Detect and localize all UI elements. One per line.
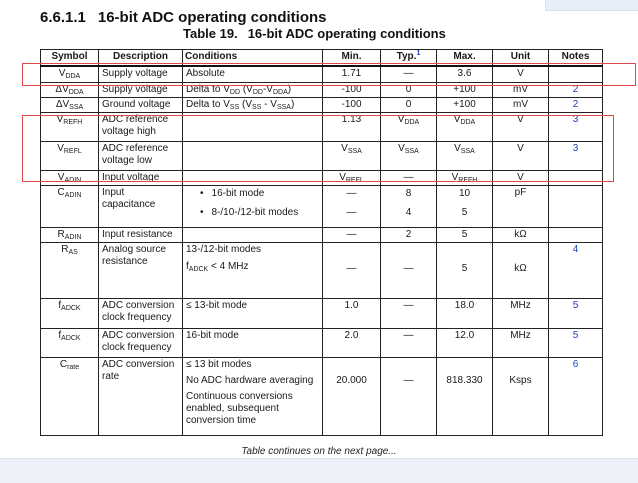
min-cell: $V_{SSA}$ xyxy=(323,141,381,170)
description-cell: ADC reference voltage low xyxy=(99,141,183,170)
min-cell: -100 xyxy=(323,97,381,112)
max-cell: $V_{DDA}$ xyxy=(437,112,493,141)
min-cell: $V_{REFL}$ xyxy=(323,170,381,185)
typ-cell: $V_{SSA}$ xyxy=(381,141,437,170)
conditions-cell: Delta to $V_{SS}$ $(V_{SS} - V_{SSA})$ xyxy=(183,97,323,112)
description-cell: Supply voltage xyxy=(99,82,183,97)
symbol-cell: $V_{ADIN}$ xyxy=(41,170,99,185)
header-symbol: Symbol xyxy=(41,50,99,67)
description-cell: Ground voltage xyxy=(99,97,183,112)
typ-cell: — xyxy=(381,242,437,298)
notes-cell xyxy=(549,185,603,227)
table-row xyxy=(41,97,603,112)
note-link[interactable]: 2 xyxy=(549,97,603,112)
min-cell: 2.0 xyxy=(323,328,381,357)
min-cell: -100 xyxy=(323,82,381,97)
note-link[interactable]: 6 xyxy=(549,357,603,435)
conditions-cell: 13-/12-bit modes $f_{ADCK} < 4$ MHz xyxy=(183,242,323,298)
conditions-cell: 16-bit mode xyxy=(183,328,323,357)
unit-cell: MHz xyxy=(493,298,549,328)
table-continues-note: Table continues on the next page... xyxy=(241,446,397,457)
section-number: 6.6.1.1 xyxy=(40,9,86,26)
table-caption xyxy=(183,26,446,41)
unit-cell: mV xyxy=(493,97,549,112)
min-cell: 1.0 xyxy=(323,298,381,328)
max-cell: $V_{SSA}$ xyxy=(437,141,493,170)
table-row xyxy=(41,141,603,170)
max-cell: 818.330 xyxy=(437,357,493,435)
unit-cell: kΩ xyxy=(493,227,549,242)
description-cell: ADC conversion clock frequency xyxy=(99,298,183,328)
header-conditions: Conditions xyxy=(183,50,323,67)
note-link[interactable]: 5 xyxy=(549,328,603,357)
description-cell: Analog source resistance xyxy=(99,242,183,298)
typ-footnote-link[interactable]: 1 xyxy=(416,50,421,57)
symbol-cell: $C_{ADIN}$ xyxy=(41,185,99,227)
typ-cell: 0 xyxy=(381,97,437,112)
conditions-cell: Absolute xyxy=(183,66,323,82)
typ-cell: 2 xyxy=(381,227,437,242)
conditions-cell xyxy=(183,170,323,185)
symbol-cell: $\Delta V_{SSA}$ xyxy=(41,97,99,112)
section-title: 16-bit ADC operating conditions xyxy=(97,9,327,26)
unit-cell: pF xyxy=(493,185,549,227)
page-gap xyxy=(0,458,638,483)
unit-cell: mV xyxy=(493,82,549,97)
typ-cell: — xyxy=(381,170,437,185)
unit-cell: V xyxy=(493,112,549,141)
min-cell: 20.000 xyxy=(323,357,381,435)
symbol-cell: $f_{ADCK}$ xyxy=(41,298,99,328)
min-cell: — xyxy=(323,242,381,298)
max-cell: +100 xyxy=(437,82,493,97)
table-row xyxy=(41,82,603,97)
typ-cell: — xyxy=(381,298,437,328)
conditions-cell: ≤ 13 bit modes No ADC hardware averaging Continuous conversions enabled, subsequent conversion time xyxy=(183,357,323,435)
description-cell: ADC conversion rate xyxy=(99,357,183,435)
min-cell: — — xyxy=(323,185,381,227)
min-cell: — xyxy=(323,227,381,242)
header-max: Max. xyxy=(437,50,493,67)
description-cell: ADC conversion clock frequency xyxy=(99,328,183,357)
max-cell: 3.6 xyxy=(437,66,493,82)
adc-conditions-table xyxy=(40,49,603,436)
unit-cell: MHz xyxy=(493,328,549,357)
symbol-cell: $V_{REFH}$ xyxy=(41,112,99,141)
table-title: 16-bit ADC operating conditions xyxy=(247,26,446,41)
max-cell: $V_{REFH}$ xyxy=(437,170,493,185)
conditions-cell: Delta to $V_{DD}$ $(V_{DD}-V_{DDA})$ xyxy=(183,82,323,97)
header-unit: Unit xyxy=(493,50,549,67)
note-link[interactable]: 3 xyxy=(549,112,603,141)
symbol-cell: $R_{AS}$ xyxy=(41,242,99,298)
conditions-cell: • 16-bit mode • 8-/10-/12-bit modes xyxy=(183,185,323,227)
description-cell: Supply voltage xyxy=(99,66,183,82)
table-row xyxy=(41,227,603,242)
symbol-cell: $f_{ADCK}$ xyxy=(41,328,99,357)
symbol-cell: $V_{DDA}$ xyxy=(41,66,99,82)
table-row xyxy=(41,112,603,141)
typ-cell: — xyxy=(381,357,437,435)
symbol-cell: $R_{ADIN}$ xyxy=(41,227,99,242)
max-cell: 5 xyxy=(437,242,493,298)
unit-cell: V xyxy=(493,170,549,185)
table-row xyxy=(41,185,603,227)
notes-cell xyxy=(549,66,603,82)
symbol-cell: $V_{REFL}$ xyxy=(41,141,99,170)
conditions-cell xyxy=(183,141,323,170)
unit-cell: Ksps xyxy=(493,357,549,435)
note-link[interactable]: 5 xyxy=(549,298,603,328)
typ-cell: 0 xyxy=(381,82,437,97)
note-link[interactable]: 4 xyxy=(549,242,603,298)
unit-cell: V xyxy=(493,141,549,170)
table-number: Table 19. xyxy=(183,26,238,41)
header-row xyxy=(41,50,603,67)
typ-cell: — xyxy=(381,328,437,357)
notes-cell xyxy=(549,227,603,242)
conditions-cell: ≤ 13-bit mode xyxy=(183,298,323,328)
max-cell: +100 xyxy=(437,97,493,112)
max-cell: 12.0 xyxy=(437,328,493,357)
conditions-cell xyxy=(183,227,323,242)
description-cell: ADC reference voltage high xyxy=(99,112,183,141)
table-row xyxy=(41,328,603,357)
max-cell: 18.0 xyxy=(437,298,493,328)
table-row xyxy=(41,242,603,298)
section-heading xyxy=(40,9,327,26)
table-row xyxy=(41,357,603,435)
unit-cell: kΩ xyxy=(493,242,549,298)
max-cell: 10 5 xyxy=(437,185,493,227)
symbol-cell: $\Delta V_{DDA}$ xyxy=(41,82,99,97)
conditions-cell xyxy=(183,112,323,141)
max-cell: 5 xyxy=(437,227,493,242)
table-row xyxy=(41,298,603,328)
table-row xyxy=(41,66,603,82)
header-min: Min. xyxy=(323,50,381,67)
table-row xyxy=(41,170,603,185)
header-typ: Typ.$^1$ xyxy=(381,50,437,67)
typ-cell: $V_{DDA}$ xyxy=(381,112,437,141)
description-cell: Input resistance xyxy=(99,227,183,242)
toolbar-strip xyxy=(545,0,638,11)
symbol-cell: $C_{rate}$ xyxy=(41,357,99,435)
min-cell: 1.13 xyxy=(323,112,381,141)
description-cell: Input capacitance xyxy=(99,185,183,227)
typ-cell: 8 4 xyxy=(381,185,437,227)
notes-cell xyxy=(549,170,603,185)
note-link[interactable]: 3 xyxy=(549,141,603,170)
header-notes: Notes xyxy=(549,50,603,67)
unit-cell: V xyxy=(493,66,549,82)
header-description: Description xyxy=(99,50,183,67)
note-link[interactable]: 2 xyxy=(549,82,603,97)
description-cell: Input voltage xyxy=(99,170,183,185)
min-cell: 1.71 xyxy=(323,66,381,82)
typ-cell: — xyxy=(381,66,437,82)
